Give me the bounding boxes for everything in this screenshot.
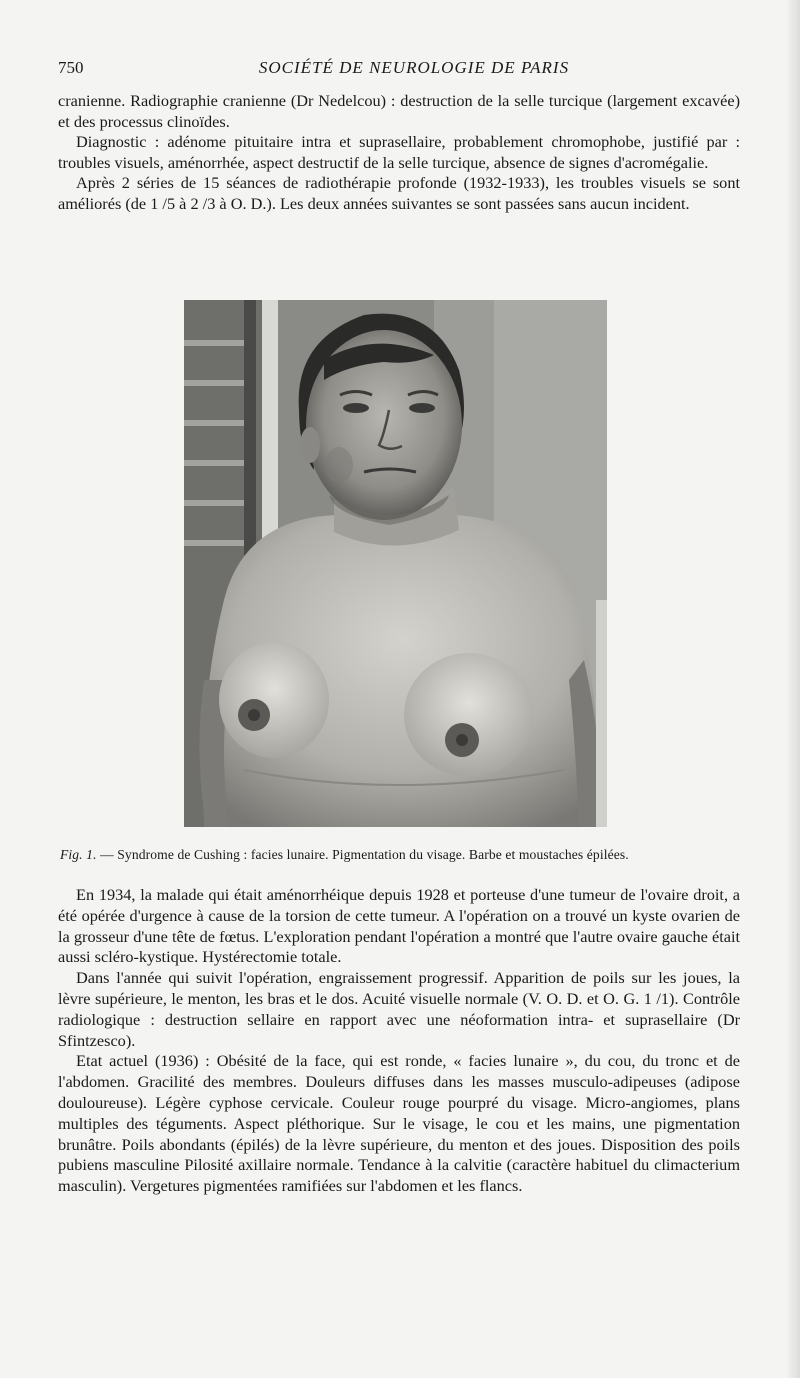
top-text-block — [58, 91, 740, 214]
page-number: 750 — [58, 58, 84, 77]
figure-caption — [60, 847, 740, 863]
figure-label: Fig. 1. — [60, 847, 97, 862]
figure-caption-text: — Syndrome de Cushing : facies lunaire. Pigmentation du visage. Barbe et moustaches épilées. — [96, 847, 629, 862]
scan-edge-shadow — [786, 0, 800, 1378]
paragraph-diagnostic: Diagnostic : adénome pituitaire intra et suprasellaire, probablement chromophobe, justifié par : troubles visuels, aménorrhée, aspect destructif de la selle turcique, absence de signes d'acromégalie. — [58, 132, 740, 172]
bottom-text-block — [58, 885, 740, 1197]
page-header — [58, 58, 738, 82]
paragraph-engraissement: Dans l'année qui suivit l'opération, engraissement progressif. Apparition de poils sur les joues, la lèvre supérieure, le menton, les bras et le dos. Acuité visuelle normale (V. O. D. et O. G. 1 /1). Contrôle radiologique : destruction sellaire en rapport avec une néoformation intra- et suprasellaire (Dr Sfintzesco). — [58, 968, 740, 1050]
paragraph-operation-1934: En 1934, la malade qui était aménorrhéique depuis 1928 et porteuse d'une tumeur de l'ovaire droit, a été opérée d'urgence à cause de la torsion de cette tumeur. A l'opération on a trouvé un kyste ovarien de la grosseur d'une tête de fœtus. L'exploration pendant l'opération a montré que l'autre ovaire gauche était aussi scléro-kystique. Hystérectomie totale. — [58, 885, 740, 967]
paragraph-radiotherapie: Après 2 séries de 15 séances de radiothérapie profonde (1932-1933), les troubles visuels se sont améliorés (de 1 /5 à 2 /3 à O. D.). Les deux années suivantes se sont passées sans aucun incident. — [58, 173, 740, 213]
running-title: SOCIÉTÉ DE NEUROLOGIE DE PARIS — [258, 58, 570, 77]
paragraph-cranienne: cranienne. Radiographie cranienne (Dr Nedelcou) : destruction de la selle turcique (largement excavée) et des processus clinoïdes. — [58, 91, 740, 131]
patient-photograph — [184, 300, 607, 827]
paragraph-etat-actuel: Etat actuel (1936) : Obésité de la face, qui est ronde, « facies lunaire », du cou, du tronc et de l'abdomen. Gracilité des membres. Douleurs diffuses dans les masses musculo-adipeuses (adipose douloureuse). Légère cyphose cervicale. Couleur rouge pourpré du visage. Micro-angiomes, plans multiples des téguments. Aspect pléthorique. Sur le visage, le cou et les mains, une pigmentation brunâtre. Poils abondants (épilés) de la lèvre supérieure, du menton et des joues. Disposition des poils pubiens masculine Pilosité axillaire normale. Tendance à la calvitie (caractère habituel du climacterium masculin). Vergetures pigmentées ramifiées sur l'abdomen et les flancs. — [58, 1051, 740, 1196]
